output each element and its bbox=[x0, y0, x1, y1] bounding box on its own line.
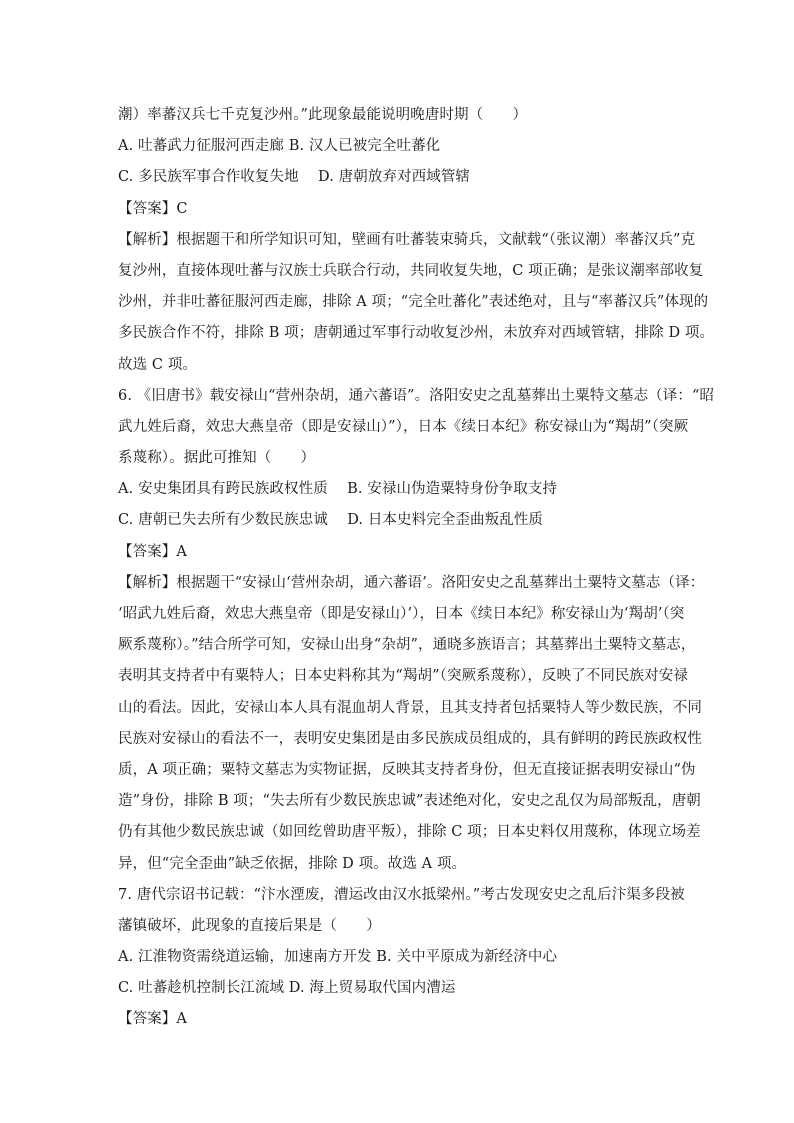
q6-options-cd: C. 唐朝已失去所有少数民族忠诚 D. 日本史料完全歪曲叛乱性质 bbox=[118, 512, 544, 529]
q6-analysis-line-5: 山的看法。因此，安禄山本人具有混血胡人背景，且其支持者包括粟特人等少数民族，不同 bbox=[118, 699, 702, 716]
q6-analysis-line-1: 【解析】根据题干“安禄山‘营州杂胡，通六蕃语’。洛阳安史之乱墓葬出土粟特文墓志（译： bbox=[118, 574, 705, 591]
q6-analysis-line-9: 仍有其他少数民族忠诚（如回纥曾助唐平叛），排除 C 项；日本史料仅用蔑称，体现立场差 bbox=[118, 824, 701, 841]
q5-analysis-line-3: 沙州，并非吐蕃征服河西走廊，排除 A 项；“完全吐蕃化”表述绝对，且与“率蕃汉兵”体现的 bbox=[118, 294, 709, 311]
q6-stem-line-2: 武九姓后裔，效忠大燕皇帝（即是安禄山）”），日本《续日本纪》称安禄山为“羯胡”（突厥 bbox=[118, 418, 689, 435]
q5-analysis-line-2: 复沙州，直接体现吐蕃与汉族士兵联合行动，共同收复失地，C 项正确；是张议潮率部收复 bbox=[118, 262, 704, 279]
q7-options-cd: C. 吐蕃趁机控制长江流域 D. 海上贸易取代国内漕运 bbox=[118, 980, 456, 997]
q5-stem-continuation: 潮）率蕃汉兵七千克复沙州。”此现象最能说明晚唐时期（ ） bbox=[118, 107, 528, 123]
q6-analysis-line-7: 质，A 项正确；粟特文墓志为实物证据，反映其支持者身份，但无直接证据表明安禄山“伪 bbox=[118, 761, 696, 778]
q6-analysis-line-2: ‘昭武九姓后裔，效忠大燕皇帝（即是安禄山）’），日本《续日本纪》称安禄山为‘羯胡’（突 bbox=[118, 606, 685, 622]
q5-options-ab: A. 吐蕃武力征服河西走廊 B. 汉人已被完全吐蕃化 bbox=[118, 138, 441, 155]
q5-analysis-line-4: 多民族合作不符，排除 B 项；唐朝通过军事行动收复沙州，未放弃对西域管辖，排除 D 项。 bbox=[118, 325, 715, 342]
q6-analysis-line-6: 民族对安禄山的看法不一，表明安史集团是由多民族成员组成的，具有鲜明的跨民族政权性 bbox=[118, 730, 702, 747]
q7-stem-line-2: 藩镇破坏，此现象的直接后果是（ ） bbox=[118, 917, 381, 934]
q7-answer: 【答案】A bbox=[118, 1011, 187, 1028]
q5-answer: 【答案】C bbox=[118, 200, 188, 217]
q5-options-cd: C. 多民族军事合作收复失地 D. 唐朝放弃对西域管辖 bbox=[118, 169, 471, 186]
q7-stem-line-1: 7. 唐代宗诏书记载：“汴水湮废，漕运改由汉水抵梁州。”考古发现安史之乱后汴渠多段被 bbox=[118, 886, 685, 903]
q6-analysis-line-3: 厥系蔑称）。”结合所学可知，安禄山出身“杂胡”，通晓多族语言；其墓葬出土粟特文墓志， bbox=[118, 637, 696, 654]
q6-stem-line-3: 系蔑称）。据此可推知（ ） bbox=[118, 450, 316, 467]
q6-analysis-line-4: 表明其支持者中有粟特人；日本史料称其为“羯胡”（突厥系蔑称），反映了不同民族对安禄 bbox=[118, 668, 688, 685]
q6-options-ab: A. 安史集团具有跨民族政权性质 B. 安禄山伪造粟特身份争取支持 bbox=[118, 481, 558, 498]
q6-stem-line-1: 6. 《旧唐书》载安禄山“营州杂胡，通六蕃语”。洛阳安史之乱墓葬出土粟特文墓志（译：“昭 bbox=[118, 387, 715, 404]
document-page bbox=[118, 100, 715, 1036]
q6-analysis-line-8: 造”身份，排除 B 项；“失去所有少数民族忠诚”表述绝对化，安史之乱仅为局部叛乱，唐朝 bbox=[118, 793, 701, 810]
q6-answer: 【答案】A bbox=[118, 543, 187, 560]
q6-analysis-line-10: 异，但“完全歪曲”缺乏依据，排除 D 项。故选 A 项。 bbox=[118, 855, 467, 872]
q5-analysis-line-1: 【解析】根据题干和所学知识可知，壁画有吐蕃装束骑兵，文献载“（张议潮）率蕃汉兵”克 bbox=[118, 231, 696, 248]
q7-options-ab: A. 江淮物资需绕道运输，加速南方开发 B. 关中平原成为新经济中心 bbox=[118, 949, 558, 966]
q5-analysis-line-5: 故选 C 项。 bbox=[118, 356, 198, 373]
